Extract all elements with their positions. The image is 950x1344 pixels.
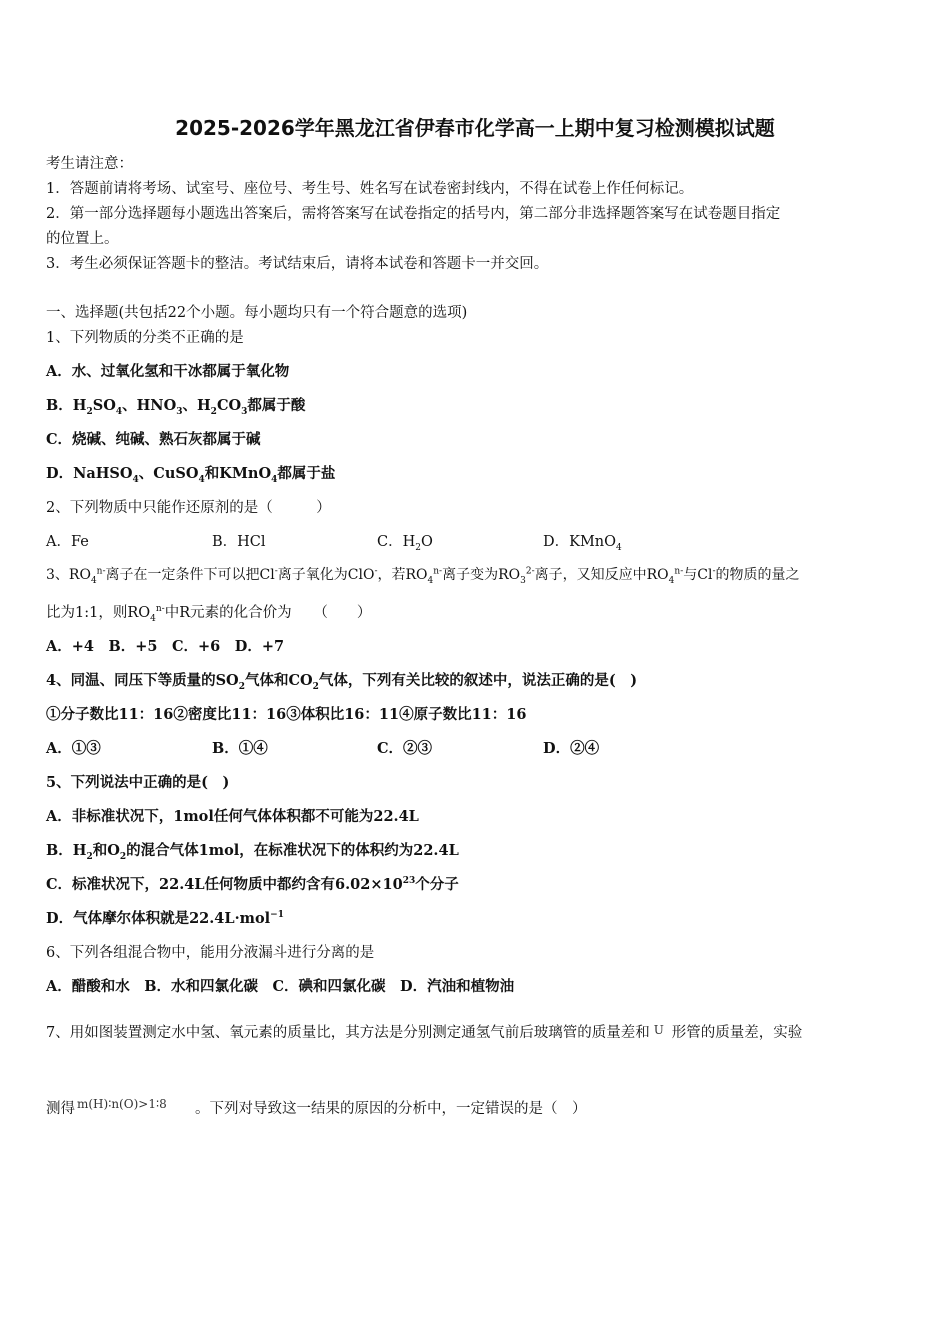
section-heading: 一、选择题(共包括22个小题。每小题均只有一个符合题意的选项) — [46, 305, 468, 321]
notice-item-1: 1．答题前请将考场、试室号、座位号、考生号、姓名写在试卷密封线内，不得在试卷上作任何标记。 — [46, 181, 694, 197]
u-tube-symbol: U — [653, 1023, 664, 1037]
question-4-option-d: D．②④ — [543, 740, 600, 757]
question-4-stem: 4、同温、同压下等质量的$SO_2$气体和$CO_2$气体，下列有关比较的叙述中，说法正确的是( ) — [46, 672, 638, 692]
mass-ratio-formula: m(H)∶n(O)>1∶8 — [77, 1097, 167, 1111]
question-3-options: A．+4 B．+5 C．+6 D．+7 — [46, 638, 285, 655]
question-1-option-d: D．NaHSO$_4$、CuSO$_4$和KMnO$_4$都属于盐 — [46, 465, 336, 485]
question-4-option-a: A．①③ — [46, 740, 101, 757]
question-1-option-a: A．水、过氧化氢和干冰都属于氧化物 — [46, 363, 290, 380]
question-4-option-c: C．②③ — [377, 740, 433, 757]
question-3-stem: 3、$RO_4^{n-}$离子在一定条件下可以把Cl-离子氧化为ClO-，若$RO_4^{n-}$离子变为$RO_3^{2-}$离子，又知反应中$RO_4^{n-}$与Cl-的物质的量之 — [46, 566, 800, 586]
question-2-option-b: B．HCl — [212, 534, 266, 550]
question-4-option-b: B．①④ — [212, 740, 268, 757]
notice-item-2-cont: 的位置上。 — [46, 231, 119, 247]
question-2-option-a: A．Fe — [46, 534, 89, 550]
question-5-option-b: B．$H_2$和$O_2$的混合气体1mol，在标准状况下的体积约为22.4L — [46, 842, 459, 862]
question-2-option-c: C．$H_2O$ — [377, 534, 433, 553]
notice-heading: 考生请注意： — [46, 156, 133, 172]
question-1-stem: 1、下列物质的分类不正确的是 — [46, 330, 244, 346]
question-6-stem: 6、下列各组混合物中，能用分液漏斗进行分离的是 — [46, 945, 375, 961]
notice-item-2: 2．第一部分选择题每小题选出答案后，需将答案写在试卷指定的括号内，第二部分非选择题答案写在试卷题目指定 — [46, 206, 781, 222]
question-6-options: A．醋酸和水 B．水和四氯化碳 C．碘和四氯化碳 D．汽油和植物油 — [46, 978, 515, 995]
question-1-option-c: C．烧碱、纯碱、熟石灰都属于碱 — [46, 431, 261, 448]
notice-item-3: 3．考生必须保证答题卡的整洁。考试结束后，请将本试卷和答题卡一并交回。 — [46, 256, 549, 272]
question-4-facts: ①分子数比11：16②密度比11：16③体积比16：11④原子数比11：16 — [46, 706, 527, 723]
question-3-stem-cont: 比为1:1，则$RO_4^{n-}$中R元素的化合价为 （ ） — [46, 604, 372, 624]
question-5-option-c: C．标准状况下，22.4L任何物质中都约含有$6.02\times 10^{23}$个分子 — [46, 876, 459, 893]
question-7-stem: 7、用如图装置测定水中氢、氧元素的质量比，其方法是分别测定通氢气前后玻璃管的质量差和 U 形管的质量差，实验 — [46, 1023, 803, 1041]
question-7-stem-cont: 测得 m(H)∶n(O)>1∶8 。下列对导致这一结果的原因的分析中，一定错误的是（ ） — [46, 1097, 587, 1117]
question-1-option-b: B．$H_2SO_4$、$HNO_3$、$H_2CO_3$都属于酸 — [46, 397, 306, 417]
question-2-stem: 2、下列物质中只能作还原剂的是（ ） — [46, 500, 331, 516]
question-5-option-d: D．气体摩尔体积就是22.4L·mol$^{-1}$ — [46, 910, 284, 927]
question-2-option-d: D．KMnO$_4$ — [543, 534, 622, 553]
question-5-stem: 5、下列说法中正确的是( ) — [46, 774, 230, 791]
question-5-option-a: A．非标准状况下，1mol任何气体体积都不可能为22.4L — [46, 808, 419, 825]
page-title: 2025-2026学年黑龙江省伊春市化学高一上期中复习检测模拟试题 — [175, 116, 775, 140]
